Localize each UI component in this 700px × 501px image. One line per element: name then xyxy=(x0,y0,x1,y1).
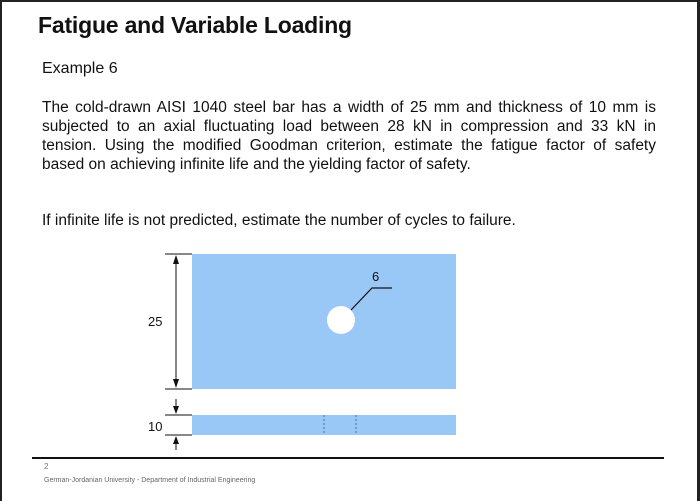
plate-top-view xyxy=(192,254,456,389)
thickness-label: 10 xyxy=(148,419,163,434)
example-label: Example 6 xyxy=(42,60,118,77)
width-label: 25 xyxy=(148,314,163,329)
width-arrow-top xyxy=(173,255,179,264)
problem-statement: The cold-drawn AISI 1040 steel bar has a width of 25 mm and thickness of 10 mm is subjected to an axial fluctuating load between 28 kN in compression and 33 kN in tension. Using the modified Goodman criterion, estimate the fatigue factor of safety based on achieving infinite life and the yielding factor of safety. xyxy=(42,99,656,173)
width-arrow-bottom xyxy=(173,379,179,388)
page-number: 2 xyxy=(44,462,49,471)
footer-rule xyxy=(32,457,664,459)
thickness-arrow-bottom xyxy=(173,436,179,444)
thickness-arrow-top xyxy=(173,406,179,414)
hole-label: 6 xyxy=(372,269,380,284)
followup-statement: If infinite life is not predicted, estimate the number of cycles to failure. xyxy=(42,212,516,229)
hole xyxy=(327,306,355,334)
slide-title: Fatigue and Variable Loading xyxy=(38,12,352,38)
footer-institution: German-Jordanian University - Department of Industrial Engineering xyxy=(44,477,256,484)
